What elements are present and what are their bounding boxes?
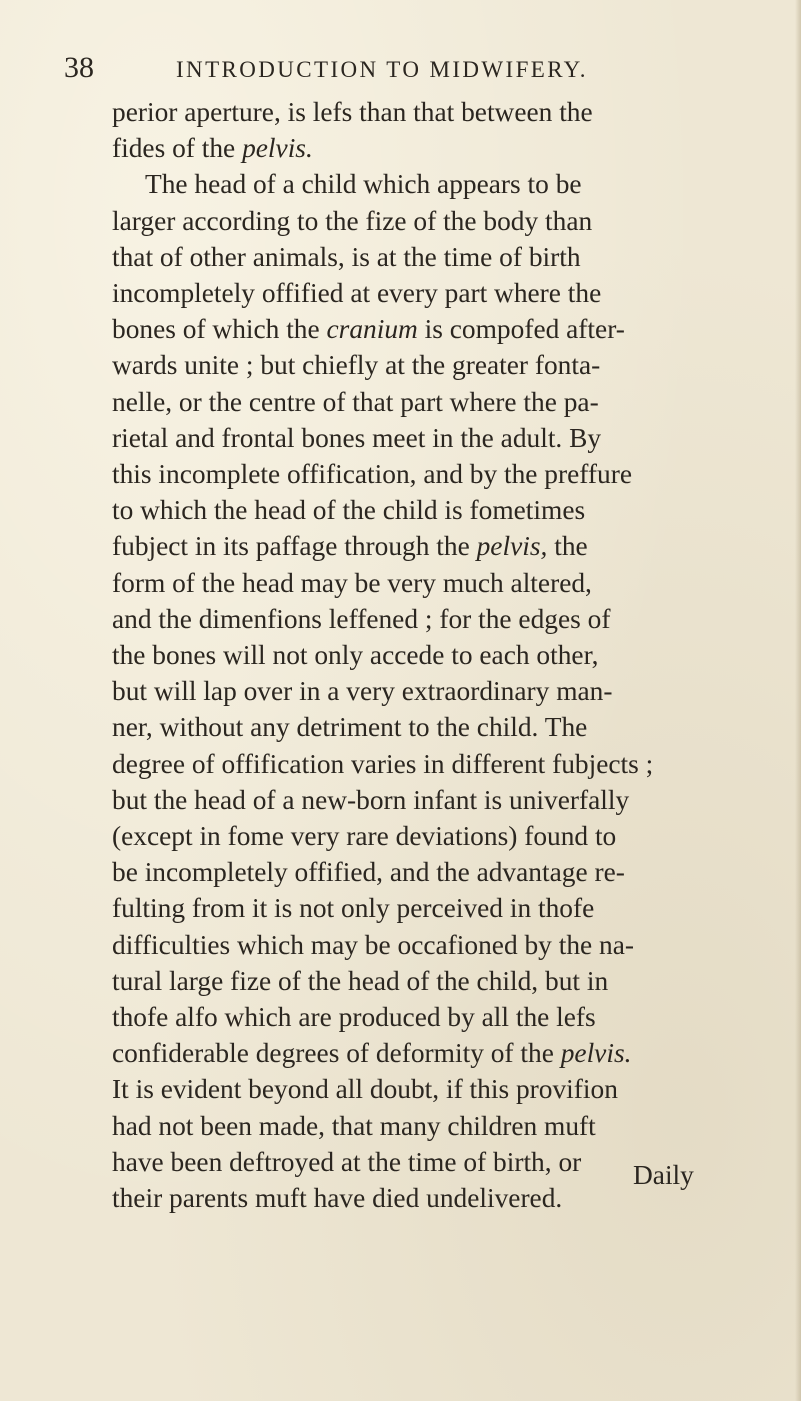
page-edge-shadow	[795, 0, 801, 1401]
text-line: The head of a child which appears to be	[145, 169, 582, 200]
text-line-plain: confiderable degrees of deformity of the	[112, 1038, 561, 1069]
text-line: nelle, or the centre of that part where the pa-	[112, 386, 599, 417]
text-line: It is evident beyond all doubt, if this provifion	[112, 1074, 618, 1105]
text-line-plain: bones of which the	[112, 314, 327, 345]
text-line: be incompletely offified, and the advantage re-	[112, 857, 625, 888]
text-line: the bones will not only accede to each other,	[112, 640, 599, 670]
text-line: ner, without any detriment to the child. The	[112, 712, 588, 743]
text-line: tural large fize of the head of the child, but in	[112, 965, 609, 996]
text-line	[112, 128, 313, 168]
italic-term-pelvis: pelvis.	[242, 133, 313, 164]
text-line: this incomplete offification, and by the preffure	[112, 459, 633, 489]
text-line: their parents muft have died undelivered.	[112, 1183, 563, 1213]
text-line-plain: fubject in its paffage through the	[112, 531, 477, 562]
catchword: Daily	[633, 1160, 694, 1190]
text-line: and the dimenfions leffened ; for the edges of	[112, 603, 611, 634]
text-line: incompletely offified at every part where the	[112, 278, 602, 308]
text-line: to which the head of the child is fometimes	[112, 495, 586, 526]
text-line	[112, 309, 625, 349]
running-head	[64, 50, 724, 86]
text-line: that of other animals, is at the time of birth	[112, 241, 581, 272]
text-line: degree of offification varies in different fubjects ;	[112, 748, 654, 779]
running-title: INTRODUCTION TO MIDWIFERY.	[176, 57, 588, 82]
text-line: have been deftroyed at the time of birth, or	[112, 1146, 582, 1177]
page-number: 38	[64, 51, 94, 84]
text-line: wards unite ; but chiefly at the greater fonta-	[112, 350, 601, 381]
text-line-plain: the	[547, 531, 588, 562]
text-line	[112, 1033, 631, 1073]
text-line: (except in fome very rare deviations) found to	[112, 821, 617, 851]
text-line: but will lap over in a very extraordinary man-	[112, 676, 613, 707]
text-line-plain: fides of the	[112, 133, 243, 164]
text-line: but the head of a new-born infant is univerfally	[112, 784, 630, 815]
text-line: fulting from it is not only perceived in thofe	[112, 893, 595, 924]
text-line: perior aperture, is lefs than that between the	[112, 97, 593, 127]
text-line: larger according to the fize of the body than	[112, 205, 593, 236]
text-line: difficulties which may be occafioned by the na-	[112, 929, 635, 960]
text-line: form of the head may be very much altered,	[112, 567, 592, 598]
text-line: rietal and frontal bones meet in the adult. By	[112, 422, 602, 453]
italic-term-pelvis: pelvis,	[476, 531, 548, 562]
text-line	[112, 526, 588, 566]
italic-term-cranium: cranium	[326, 314, 418, 345]
text-line: thofe alfo which are produced by all the lefs	[112, 1002, 596, 1032]
text-line: had not been made, that many children muft	[112, 1110, 596, 1141]
italic-term-pelvis: pelvis.	[560, 1038, 632, 1069]
text-line-plain: is compofed after-	[417, 314, 625, 345]
